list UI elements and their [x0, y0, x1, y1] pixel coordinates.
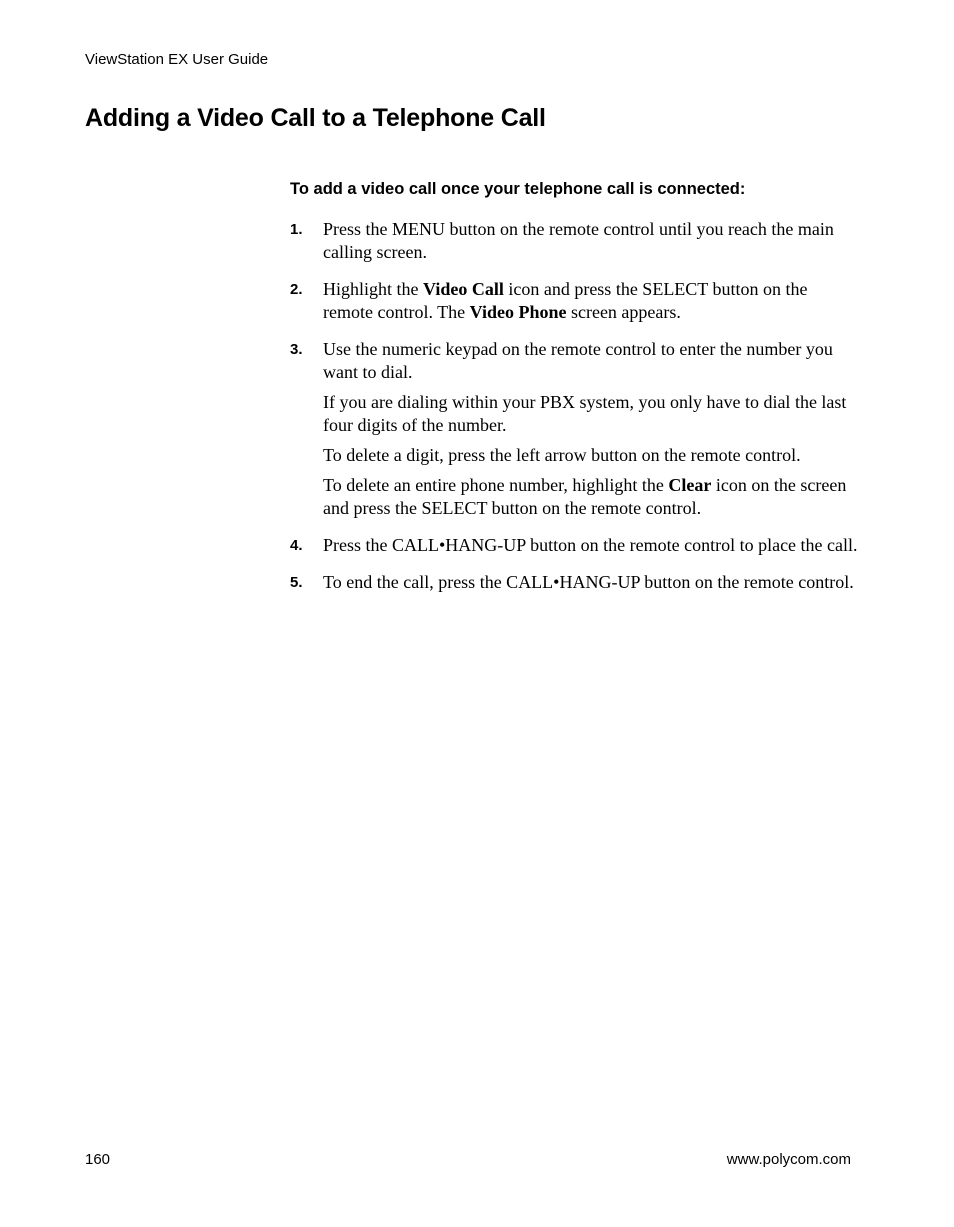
footer-url: www.polycom.com [726, 1151, 851, 1168]
clear-term: Clear [668, 475, 712, 495]
video-call-term: Video Call [423, 279, 504, 299]
step-3 [290, 338, 860, 520]
step-text: Use the numeric keypad on the remote control to enter the number you want to dial. [323, 339, 833, 382]
procedure-heading: To add a video call once your telephone call is connected: [290, 180, 746, 198]
step-text: To end the call, press the CALL•HANG-UP button on the remote control. [323, 572, 854, 592]
step-number: 5. [290, 574, 303, 591]
step-number: 1. [290, 221, 303, 238]
step-number: 3. [290, 341, 303, 358]
step-1 [290, 218, 860, 264]
step-note: To delete a digit, press the left arrow button on the remote control. [323, 445, 801, 465]
running-header: ViewStation EX User Guide [85, 51, 269, 68]
section-title: Adding a Video Call to a Telephone Call [85, 104, 546, 132]
page-number: 160 [85, 1151, 111, 1168]
step-text: Press the CALL•HANG-UP button on the remote control to place the call. [323, 535, 858, 555]
step-4 [290, 534, 860, 557]
video-phone-term: Video Phone [469, 302, 567, 322]
step-5 [290, 571, 860, 594]
procedure-steps [290, 218, 860, 608]
step-note: To delete an entire phone number, highlight the Clear icon on the screen and press the SELECT button on the remote control. [323, 475, 847, 518]
step-text: Highlight the Video Call icon and press the SELECT button on the remote control. The Video Phone screen appears. [323, 279, 808, 322]
step-number: 2. [290, 281, 303, 298]
step-note: If you are dialing within your PBX system, you only have to dial the last four digits of the number. [323, 392, 847, 435]
step-text: Press the MENU button on the remote control until you reach the main calling screen. [323, 219, 834, 262]
step-2 [290, 278, 860, 324]
step-number: 4. [290, 537, 303, 554]
